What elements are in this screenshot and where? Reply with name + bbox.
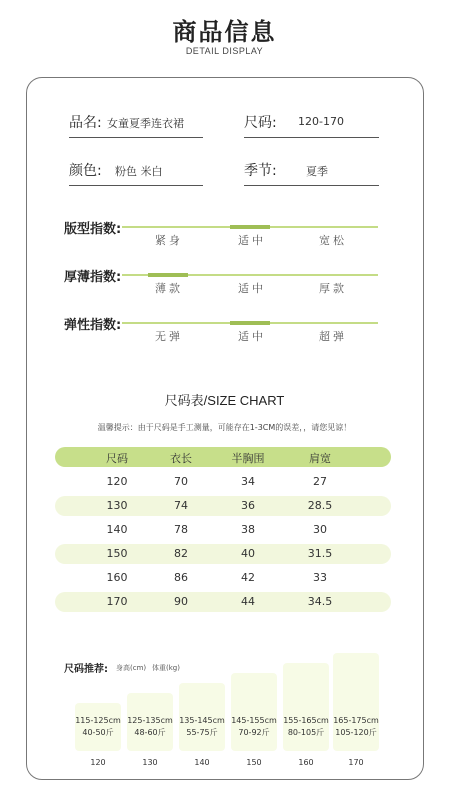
recommend-text-130 bbox=[124, 715, 176, 739]
name-underline bbox=[69, 137, 203, 138]
cell-shoulder: 27 bbox=[313, 475, 327, 488]
size-chart-title: 尺码表/SIZE CHART bbox=[164, 393, 285, 408]
thickness-option-regular: 适中 bbox=[238, 282, 266, 295]
cell-half-chest: 36 bbox=[241, 499, 255, 512]
cell-shoulder: 28.5 bbox=[307, 499, 333, 512]
recommend-size: 120 bbox=[90, 758, 106, 767]
cell-half-chest: 34 bbox=[241, 475, 255, 488]
recommend-height: 155-165cm bbox=[283, 716, 329, 725]
season-label: 季节: bbox=[244, 163, 277, 179]
table-row bbox=[55, 520, 391, 540]
table-row bbox=[55, 592, 391, 612]
elasticity-index bbox=[64, 314, 380, 344]
color-label: 颜色: bbox=[69, 163, 102, 179]
recommend-height: 165-175cm bbox=[333, 716, 379, 725]
cell-size: 160 bbox=[106, 571, 128, 584]
recommend-weight: 48-60斤 bbox=[134, 728, 166, 737]
size-underline bbox=[244, 137, 379, 138]
thickness-index-label: 厚薄指数: bbox=[64, 270, 122, 285]
page-subtitle: DETAIL DISPLAY bbox=[185, 46, 264, 56]
elasticity-option-high: 超弹 bbox=[319, 330, 347, 343]
recommend-size: 130 bbox=[142, 758, 158, 767]
cell-length: 74 bbox=[174, 499, 188, 512]
recommend-weight: 40-50斤 bbox=[82, 728, 114, 737]
cell-shoulder: 33 bbox=[313, 571, 327, 584]
page-title: 商品信息 bbox=[172, 18, 277, 46]
table-row bbox=[55, 496, 391, 516]
size-chart-tip: 温馨提示：由于尺码是手工测量，可能存在1-3CM的误差，，请您见谅！ bbox=[97, 423, 352, 432]
header-half-chest: 半胸围 bbox=[231, 452, 265, 465]
recommend-weight: 70-92斤 bbox=[238, 728, 270, 737]
thickness-option-thick: 厚款 bbox=[319, 282, 347, 295]
cell-size: 140 bbox=[106, 523, 128, 536]
cell-length: 70 bbox=[174, 475, 188, 488]
name-label: 品名: bbox=[69, 115, 102, 131]
cell-half-chest: 42 bbox=[241, 571, 255, 584]
cell-length: 78 bbox=[174, 523, 188, 536]
cell-size: 170 bbox=[106, 595, 128, 608]
season-row bbox=[244, 160, 379, 186]
recommend-height: 135-145cm bbox=[179, 716, 225, 725]
size-label: 尺码: bbox=[244, 115, 277, 131]
color-underline bbox=[69, 185, 203, 186]
elasticity-index-label: 弹性指数: bbox=[64, 318, 122, 333]
recommend-height: 145-155cm bbox=[231, 716, 277, 725]
cell-size: 130 bbox=[106, 499, 128, 512]
recommend-height: 115-125cm bbox=[75, 716, 121, 725]
table-row bbox=[55, 568, 391, 588]
thickness-index bbox=[64, 266, 380, 296]
recommend-unit-height: 身高(cm) bbox=[116, 664, 147, 672]
table-row bbox=[55, 472, 391, 492]
season-underline bbox=[244, 185, 379, 186]
size-row bbox=[244, 112, 379, 138]
recommend-column-150 bbox=[231, 673, 277, 751]
recommend-size: 160 bbox=[298, 758, 314, 767]
recommend-label: 尺码推荐: bbox=[64, 664, 108, 675]
recommend-unit-weight: 体重(kg) bbox=[152, 664, 180, 672]
recommend-weight: 55-75斤 bbox=[186, 728, 218, 737]
recommend-text-150 bbox=[228, 715, 280, 739]
cell-half-chest: 40 bbox=[241, 547, 255, 560]
thickness-option-thin: 薄款 bbox=[155, 282, 183, 295]
color-value: 粉色 米白 bbox=[115, 165, 163, 178]
header-shoulder: 肩宽 bbox=[309, 452, 331, 465]
table-row bbox=[55, 544, 391, 564]
cell-half-chest: 44 bbox=[241, 595, 255, 608]
recommend-text-140 bbox=[176, 715, 228, 739]
recommend-size: 140 bbox=[194, 758, 210, 767]
header-length: 衣长 bbox=[170, 452, 192, 465]
cell-shoulder: 30 bbox=[313, 523, 327, 536]
cell-length: 82 bbox=[174, 547, 188, 560]
name-row bbox=[69, 112, 203, 138]
recommend-text-120 bbox=[72, 715, 124, 739]
elasticity-index-marker bbox=[230, 321, 270, 325]
fit-option-tight: 紧身 bbox=[155, 234, 183, 247]
size-table-header bbox=[55, 447, 391, 467]
size-value: 120-170 bbox=[298, 115, 344, 128]
cell-size: 120 bbox=[106, 475, 128, 488]
fit-option-regular: 适中 bbox=[238, 234, 266, 247]
recommend-size: 150 bbox=[246, 758, 262, 767]
fit-index-label: 版型指数: bbox=[64, 222, 122, 237]
season-value: 夏季 bbox=[306, 165, 328, 178]
cell-size: 150 bbox=[106, 547, 128, 560]
cell-shoulder: 34.5 bbox=[307, 595, 333, 608]
recommend-weight: 80-105斤 bbox=[287, 728, 325, 737]
recommend-text-170 bbox=[330, 715, 382, 739]
elasticity-option-none: 无弹 bbox=[155, 330, 183, 343]
color-row bbox=[69, 160, 203, 186]
fit-option-loose: 宽松 bbox=[319, 234, 347, 247]
recommend-height: 125-135cm bbox=[127, 716, 173, 725]
cell-half-chest: 38 bbox=[241, 523, 255, 536]
name-value: 女童夏季连衣裙 bbox=[107, 117, 184, 130]
recommend-size: 170 bbox=[348, 758, 364, 767]
elasticity-option-regular: 适中 bbox=[238, 330, 266, 343]
recommend-weight: 105-120斤 bbox=[335, 728, 377, 737]
recommend-text-160 bbox=[280, 715, 332, 739]
header-size: 尺码 bbox=[106, 452, 128, 465]
fit-index bbox=[64, 218, 380, 248]
cell-shoulder: 31.5 bbox=[307, 547, 333, 560]
thickness-index-marker bbox=[148, 273, 188, 277]
cell-length: 90 bbox=[174, 595, 188, 608]
fit-index-marker bbox=[230, 225, 270, 229]
cell-length: 86 bbox=[174, 571, 188, 584]
